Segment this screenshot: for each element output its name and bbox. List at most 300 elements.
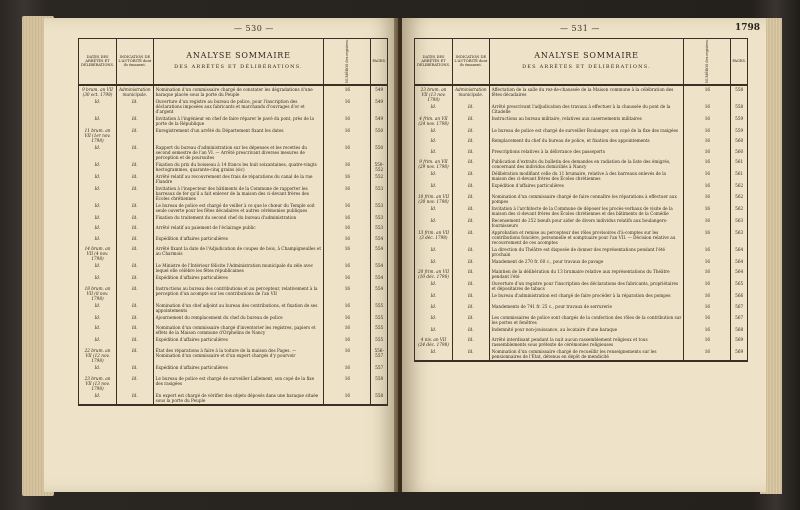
analysis-title: ANALYSE SOMMAIRE — [534, 51, 639, 61]
authority-cell: Id. — [117, 274, 154, 285]
authority-cell: Id. — [117, 314, 154, 325]
description-cell: Instructions au bureau des contributions et au percepteur, relativement à la perception d'un acompte sur les contributions de l'an VII — [153, 285, 324, 302]
left-page — [44, 18, 398, 492]
date-cell: Id. — [415, 217, 453, 229]
date-cell: Id. — [415, 182, 453, 193]
page-reference-cell: 567 — [731, 314, 748, 326]
date-cell: Id. — [79, 214, 117, 225]
date-cell: Id. — [79, 274, 117, 285]
page-reference-cell: 559 — [731, 127, 748, 138]
description-cell: Expédition d'affaires particulières — [153, 274, 324, 285]
table-row — [79, 336, 388, 347]
authority-cell: Id. — [117, 173, 154, 185]
date-cell: Id. — [79, 115, 117, 127]
table-row — [79, 127, 388, 144]
register-number-cell: 16 — [684, 268, 731, 280]
table-row — [79, 202, 388, 214]
date-cell: Id. — [415, 258, 453, 269]
table-row — [415, 246, 748, 258]
table-row — [415, 258, 748, 269]
register-number-cell: 16 — [684, 182, 731, 193]
description-cell: État des réparations à faire à la toiture de la maison des Pages. — Nomination d'un commissaire et d'un expert chargés d'y pourvoir — [153, 347, 324, 364]
authority-cell: Id. — [453, 336, 490, 348]
description-cell: Recensement de 252 bœufs pour aider de divers individus relatifs aux boulangers-fournisseurs — [489, 217, 684, 229]
page-reference-cell: 569 — [731, 348, 748, 361]
page-reference-cell: 549 — [371, 85, 388, 98]
date-cell: Id. — [79, 235, 117, 246]
number-column-header: NUMÉROS des registres. — [324, 39, 371, 85]
description-cell: Nomination d'un commissaire chargé de faire connaître les réparations à effectuer aux pompes — [489, 193, 684, 205]
page-reference-cell: 549 — [371, 115, 388, 127]
description-cell: Arrêté relatif au paiement de l'éclairage public — [153, 224, 324, 235]
description-cell: Nomination d'un commissaire chargé d'inventorier les registres, papiers et effets de la Maison commune d'Orphelins de Nancy — [153, 324, 324, 336]
table-row — [415, 303, 748, 314]
date-cell: Id. — [415, 246, 453, 258]
register-number-cell: 16 — [684, 115, 731, 127]
date-cell: 4 frim. an VII (24 nov. 1798) — [415, 115, 453, 127]
date-cell: Id. — [415, 292, 453, 303]
page-reference-cell: 550-552 — [371, 161, 388, 173]
authority-cell: Administration municipale. — [453, 85, 490, 103]
page-reference-cell: 562 — [731, 205, 748, 217]
date-cell: 23 brum. an VII (13 nov. 1798) — [79, 375, 117, 392]
table-row — [79, 85, 388, 98]
page-reference-cell: 554 — [371, 245, 388, 262]
authority-cell: Id. — [117, 127, 154, 144]
table-row — [415, 217, 748, 229]
authority-cell: Id. — [117, 98, 154, 115]
register-number-cell: 16 — [324, 274, 371, 285]
table-row — [79, 161, 388, 173]
authority-cell: Id. — [453, 127, 490, 138]
left-ledger-table — [78, 38, 388, 406]
pages-column-header: PAGES. — [731, 39, 748, 85]
page-reference-cell: 553 — [371, 202, 388, 214]
date-cell: Id. — [415, 205, 453, 217]
page-reference-cell: 552 — [371, 173, 388, 185]
date-cell: Id. — [79, 202, 117, 214]
description-cell: Rapport du bureau d'administration sur les dépenses et les recettes du second semestre de l'an VI. — Arrêté prescrivant diverses mesures de perception et de poursuites — [153, 144, 324, 161]
date-cell: Id. — [79, 364, 117, 375]
page-reference-cell: 553 — [371, 185, 388, 202]
description-cell: Le bureau de police est chargé de surveiller Boulanger, son copé de la fixe des rasigées — [489, 127, 684, 138]
pages-column-header: PAGES. — [371, 39, 388, 85]
authority-cell: Id. — [453, 292, 490, 303]
register-number-cell: 16 — [324, 347, 371, 364]
description-cell: Invitation à l'architecte de la Commune de déposer les procès-verbaux de visite de la maison des ci-devant frères des Écoles chrétiennes et des bâtiments de la Comédie — [489, 205, 684, 217]
register-number-cell: 16 — [324, 262, 371, 274]
description-cell: Arrêté fixant la date de l'Adjudication de coupes de bois, à Champigneulles et au Charmois — [153, 245, 324, 262]
date-cell: Id. — [415, 303, 453, 314]
table-row — [79, 235, 388, 246]
description-cell: Indemnité pour non-jouissance, au locataire d'une baraque — [489, 326, 684, 337]
table-row — [415, 170, 748, 182]
right-table-header — [415, 39, 748, 85]
description-cell: Arrêté prescrivant l'adjudication des travaux à effectuer à la chaussée du pont de la Citadelle — [489, 103, 684, 115]
page-reference-cell: 558 — [731, 103, 748, 115]
register-number-cell: 16 — [684, 85, 731, 103]
page-reference-cell: 558 — [371, 392, 388, 405]
page-reference-cell: 562 — [731, 193, 748, 205]
authority-cell: Id. — [453, 148, 490, 159]
register-number-cell: 16 — [324, 115, 371, 127]
date-cell: Id. — [415, 148, 453, 159]
authority-cell: Id. — [453, 137, 490, 148]
authority-cell: Id. — [453, 229, 490, 246]
date-cell: Id. — [415, 314, 453, 326]
description-cell: Nomination d'un commissaire chargé de constater les dégradations d'une baraque placée sous la porte du Peuple — [153, 85, 324, 98]
page-reference-cell: 560 — [731, 137, 748, 148]
authority-cell: Id. — [117, 202, 154, 214]
date-cell: Id. — [79, 262, 117, 274]
register-number-cell: 16 — [324, 314, 371, 325]
table-row — [415, 229, 748, 246]
page-reference-cell: 555 — [371, 324, 388, 336]
analysis-title: ANALYSE SOMMAIRE — [186, 51, 291, 61]
authority-cell: Id. — [117, 224, 154, 235]
left-table-body — [79, 85, 388, 405]
page-reference-cell: 561 — [731, 170, 748, 182]
register-number-cell: 16 — [324, 98, 371, 115]
description-cell: En expert est chargé de vérifier des objets déposés dans une baraque située sous la porte du Peuple — [153, 392, 324, 405]
authority-cell: Id. — [117, 364, 154, 375]
authority-cell: Id. — [453, 193, 490, 205]
description-cell: Mandements de 741 fr. 25 c., pour travaux de serrurerie — [489, 303, 684, 314]
page-reference-cell: 557 — [371, 364, 388, 375]
description-cell: Invitation à l'ingénieur en chef de faire réparer le pavé du pont, près de la porte de la République — [153, 115, 324, 127]
table-row — [415, 85, 748, 103]
register-number-cell: 16 — [324, 127, 371, 144]
analysis-column-header — [153, 39, 324, 85]
authority-cell: Id. — [453, 268, 490, 280]
date-cell: Id. — [79, 161, 117, 173]
table-row — [79, 364, 388, 375]
right-page-number: — 531 — — [560, 24, 600, 33]
date-cell: 13 frim. an VII (3 déc. 1798) — [415, 229, 453, 246]
register-number-cell: 16 — [684, 258, 731, 269]
date-cell: 22 brum. an VII (12 nov. 1798) — [79, 347, 117, 364]
description-cell: Expédition d'affaires particulières — [153, 336, 324, 347]
page-reference-cell: 553 — [371, 214, 388, 225]
register-number-cell: 16 — [324, 245, 371, 262]
register-number-cell: 16 — [684, 205, 731, 217]
table-row — [415, 268, 748, 280]
table-row — [79, 302, 388, 314]
authority-cell: Id. — [117, 302, 154, 314]
table-row — [79, 185, 388, 202]
authority-cell: Id. — [117, 375, 154, 392]
register-number-cell: 16 — [324, 214, 371, 225]
date-cell: 4 niv. an VII (24 déc. 1798) — [415, 336, 453, 348]
authority-cell: Id. — [117, 235, 154, 246]
date-cell: 14 brum. an VII (4 nov. 1798) — [79, 245, 117, 262]
right-ledger-table — [414, 38, 748, 362]
register-number-cell: 16 — [324, 364, 371, 375]
register-number-cell: 16 — [324, 302, 371, 314]
authority-cell: Id. — [117, 115, 154, 127]
description-cell: Invitation à l'inspecteur des bâtiments de la Commune de rapporter les barreaux de fer qu'il a fait enlever de la maison des ci-devant frères des Écoles chrétiennes — [153, 185, 324, 202]
description-cell: Le bureau d'administration est chargé de faire procéder à la réparation des pompes — [489, 292, 684, 303]
description-cell: Les commissaires de police sont chargés de la confection des rôles de la contribution sur les portes et fenêtres — [489, 314, 684, 326]
authority-cell: Id. — [117, 185, 154, 202]
authority-cell: Id. — [453, 205, 490, 217]
authority-cell: Id. — [453, 326, 490, 337]
register-number-cell: 16 — [324, 224, 371, 235]
page-reference-cell: 558 — [731, 85, 748, 103]
authority-cell: Id. — [117, 214, 154, 225]
table-row — [79, 224, 388, 235]
authority-cell: Id. — [453, 348, 490, 361]
page-reference-cell: 554 — [371, 285, 388, 302]
page-reference-cell: 555 — [371, 314, 388, 325]
description-cell: Mandement de 270 fr. 60 c., pour travaux de pavage — [489, 258, 684, 269]
authority-cell: Id. — [453, 246, 490, 258]
description-cell: Ouverture d'un registre au bureau de police, pour l'inscription des déclarations imposées aux fabricants et marchands d'ouvrages d'or et d'argent — [153, 98, 324, 115]
authority-cell: Id. — [117, 336, 154, 347]
page-reference-cell: 554 — [371, 262, 388, 274]
authority-cell: Id. — [453, 258, 490, 269]
register-number-cell: 16 — [324, 202, 371, 214]
authority-cell: Id. — [117, 144, 154, 161]
page-reference-cell: 564 — [731, 258, 748, 269]
register-number-cell: 16 — [684, 314, 731, 326]
authority-cell: Id. — [453, 103, 490, 115]
description-cell: Le bureau de police est chargé de veiller à ce que le chœur du Temple soit seule ouverte pour les fêtes décadaires et autres cérémonies publiques — [153, 202, 324, 214]
register-number-cell: 16 — [324, 185, 371, 202]
description-cell: Maintien de la délibération du 13 brumaire relative aux représentations du Théâtre pendant l'été — [489, 268, 684, 280]
register-number-cell: 16 — [324, 161, 371, 173]
register-number-cell: 16 — [684, 148, 731, 159]
table-row — [415, 182, 748, 193]
description-cell: Expédition d'affaires particulières — [153, 364, 324, 375]
description-cell: Arrêté interdisant pendant la nuit aucun rassemblement religieux et tous rassemblements sous prétexte de cérémonies religieuses — [489, 336, 684, 348]
table-row — [415, 137, 748, 148]
table-row — [415, 148, 748, 159]
register-number-cell: 16 — [324, 85, 371, 98]
table-row — [415, 314, 748, 326]
register-number-cell: 16 — [324, 336, 371, 347]
analysis-column-header — [489, 39, 684, 85]
register-number-cell: 16 — [684, 127, 731, 138]
table-row — [415, 127, 748, 138]
page-reference-cell: 563 — [731, 217, 748, 229]
date-cell: 23 brum. an VII (13 nov. 1798) — [415, 85, 453, 103]
table-row — [79, 98, 388, 115]
authority-cell: Id. — [117, 347, 154, 364]
date-cell: 10 frim. an VII (30 nov. 1798) — [415, 193, 453, 205]
date-column-header: DATES DES ARRÊTÉS ET DÉLIBÉRATIONS. — [415, 39, 453, 85]
register-number-cell: 16 — [324, 375, 371, 392]
description-cell: Fixation du prix du boisseau à 14 francs les huit soixantaines, quatre-vingts hectogrammes, quarante-cinq grains (sic) — [153, 161, 324, 173]
date-cell: Id. — [79, 185, 117, 202]
table-row — [415, 326, 748, 337]
table-row — [79, 245, 388, 262]
authority-cell: Id. — [453, 170, 490, 182]
page-reference-cell: 569 — [731, 336, 748, 348]
authority-cell: Id. — [117, 392, 154, 405]
page-reference-cell: 555 — [371, 302, 388, 314]
date-cell: Id. — [415, 103, 453, 115]
description-cell: Expédition d'affaires particulières — [153, 235, 324, 246]
authority-cell: Id. — [117, 161, 154, 173]
register-number-cell: 16 — [684, 280, 731, 292]
table-row — [79, 392, 388, 405]
analysis-subtitle: DES ARRÊTÉS ET DÉLIBÉRATIONS. — [174, 64, 303, 71]
table-row — [415, 158, 748, 170]
register-number-cell: 16 — [684, 170, 731, 182]
page-reference-cell: 564 — [731, 246, 748, 258]
authority-column-header: INDICATION DE L'AUTORITÉ dont ils émanent. — [453, 39, 490, 85]
date-cell: Id. — [79, 173, 117, 185]
table-row — [415, 336, 748, 348]
date-cell: Id. — [415, 280, 453, 292]
page-reference-cell: 556-557 — [371, 347, 388, 364]
description-cell: Ouverture d'un registre pour l'inscription des déclarations des fabricants, propriétaires et dépositaires de tabacs — [489, 280, 684, 292]
left-table-header — [79, 39, 388, 85]
register-number-cell: 16 — [684, 303, 731, 314]
page-reference-cell: 567 — [731, 303, 748, 314]
date-cell: Id. — [415, 137, 453, 148]
page-reference-cell: 559 — [731, 115, 748, 127]
register-number-cell: 16 — [684, 158, 731, 170]
authority-cell: Id. — [453, 303, 490, 314]
register-number-cell: 16 — [324, 144, 371, 161]
date-cell: Id. — [79, 314, 117, 325]
date-cell: Id. — [415, 326, 453, 337]
description-cell: Ajournement du remplacement du chef du bureau de police — [153, 314, 324, 325]
description-cell: Publication d'extraits du bulletin des demandes en radiation de la liste des émigrés, concernant des individus domiciliés à Nancy — [489, 158, 684, 170]
register-number-cell: 16 — [684, 193, 731, 205]
table-row — [415, 103, 748, 115]
page-reference-cell: 568 — [731, 326, 748, 337]
description-cell: Délibération modifiant celle du 11 brumaire, relative à des barreaux enlevés de la maison des ci-devant frères des Écoles chrétiennes — [489, 170, 684, 182]
table-row — [79, 347, 388, 364]
register-number-cell: 16 — [324, 324, 371, 336]
page-reference-cell: 561 — [731, 158, 748, 170]
register-number-cell: 16 — [684, 217, 731, 229]
table-row — [79, 144, 388, 161]
page-reference-cell: 558 — [371, 375, 388, 392]
authority-cell: Id. — [453, 217, 490, 229]
table-row — [415, 280, 748, 292]
register-number-cell: 16 — [324, 235, 371, 246]
register-number-cell: 16 — [684, 336, 731, 348]
authority-column-header: INDICATION DE L'AUTORITÉ dont ils émanent. — [117, 39, 154, 85]
date-cell: Id. — [79, 224, 117, 235]
page-reference-cell: 553 — [371, 224, 388, 235]
table-row — [415, 292, 748, 303]
date-cell: Id. — [415, 348, 453, 361]
authority-cell: Id. — [453, 158, 490, 170]
description-cell: Arrêté relatif au recouvrement des frais de réparations du canal de la rue Flandre — [153, 173, 324, 185]
table-row — [79, 324, 388, 336]
table-row — [415, 348, 748, 361]
analysis-subtitle: DES ARRÊTÉS ET DÉLIBÉRATIONS. — [522, 64, 651, 71]
page-reference-cell: 550 — [371, 144, 388, 161]
page-reference-cell: 554 — [371, 274, 388, 285]
date-cell: Id. — [79, 392, 117, 405]
description-cell: Remplacement du chef du bureau de police, et fixation des appointements — [489, 137, 684, 148]
authority-cell: Id. — [453, 115, 490, 127]
page-reference-cell: 560 — [731, 148, 748, 159]
right-table-body — [415, 85, 748, 362]
description-cell: La direction du Théâtre est disposée de donner des représentations pendant l'été prochain — [489, 246, 684, 258]
authority-cell: Id. — [117, 245, 154, 262]
date-cell: Id. — [79, 302, 117, 314]
date-cell: Id. — [415, 170, 453, 182]
number-column-header: NUMÉROS des registres. — [684, 39, 731, 85]
table-row — [79, 314, 388, 325]
page-reference-cell: 562 — [731, 182, 748, 193]
register-number-cell: 16 — [324, 392, 371, 405]
page-reference-cell: 563 — [731, 229, 748, 246]
authority-cell: Id. — [117, 285, 154, 302]
table-row — [415, 205, 748, 217]
register-number-cell: 16 — [684, 246, 731, 258]
authority-cell: Administration municipale. — [117, 85, 154, 98]
table-row — [79, 115, 388, 127]
date-cell: Id. — [79, 144, 117, 161]
register-number-cell: 16 — [684, 292, 731, 303]
page-reference-cell: 565 — [731, 280, 748, 292]
date-cell: Id. — [79, 324, 117, 336]
table-row — [79, 262, 388, 274]
right-page — [402, 18, 766, 492]
table-row — [79, 173, 388, 185]
description-cell: Fixation du traitement du second chef du bureau d'administration — [153, 214, 324, 225]
register-number-cell: 16 — [684, 103, 731, 115]
register-number-cell: 16 — [324, 173, 371, 185]
register-number-cell: 16 — [324, 285, 371, 302]
page-reference-cell: 554 — [371, 235, 388, 246]
left-page-number: — 530 — — [234, 24, 274, 33]
description-cell: Affectation de la salle du rez-de-chaussée de la Maison commune à la célébration des fêtes décadaires — [489, 85, 684, 103]
register-number-cell: 16 — [684, 229, 731, 246]
description-cell: Le Ministre de l'Intérieur félicite l'Administration municipale du zèle avec lequel elle célèbre les fêtes républicaines — [153, 262, 324, 274]
authority-cell: Id. — [117, 324, 154, 336]
date-cell: 18 brum. an VII (8 nov. 1798) — [79, 285, 117, 302]
table-row — [79, 214, 388, 225]
authority-cell: Id. — [453, 182, 490, 193]
authority-cell: Id. — [453, 280, 490, 292]
table-row — [79, 375, 388, 392]
register-number-cell: 16 — [684, 137, 731, 148]
page-reference-cell: 550 — [371, 127, 388, 144]
table-row — [79, 274, 388, 285]
page-reference-cell: 566 — [731, 292, 748, 303]
date-cell: Id. — [79, 98, 117, 115]
register-number-cell: 16 — [684, 348, 731, 361]
date-cell: Id. — [415, 127, 453, 138]
table-row — [415, 193, 748, 205]
date-column-header: DATES DES ARRÊTÉS ET DÉLIBÉRATIONS. — [79, 39, 117, 85]
page-reference-cell: 564 — [731, 268, 748, 280]
register-number-cell: 16 — [684, 326, 731, 337]
date-cell: 9 frim. an VII (29 nov. 1798) — [415, 158, 453, 170]
description-cell: Instructions au bureau militaire, relatives aux casernements militaires — [489, 115, 684, 127]
description-cell: Expédition d'affaires particulières — [489, 182, 684, 193]
date-cell: 11 brum. an VII (1er nov. 1798) — [79, 127, 117, 144]
description-cell: Nomination d'un chef adjoint au bureau des contributions, et fixation de ses appointements — [153, 302, 324, 314]
page-reference-cell: 549 — [371, 98, 388, 115]
date-cell: Id. — [79, 336, 117, 347]
year-label: 1798 — [734, 23, 760, 33]
authority-cell: Id. — [453, 314, 490, 326]
date-cell: 9 brum. an VII (30 oct. 1798) — [79, 85, 117, 98]
description-cell: Approbation et remise au percepteur des rôles provisoires d'à-comptes sur les contributions foncière, personnelle et somptuaire pour l'an VII. — Décision relative au recouvrement de ces acomptes — [489, 229, 684, 246]
date-cell: 20 frim. an VII (10 déc. 1798) — [415, 268, 453, 280]
description-cell: Le bureau de police est chargé de surveiller Lallement, son copé de la fixe des rasigées — [153, 375, 324, 392]
